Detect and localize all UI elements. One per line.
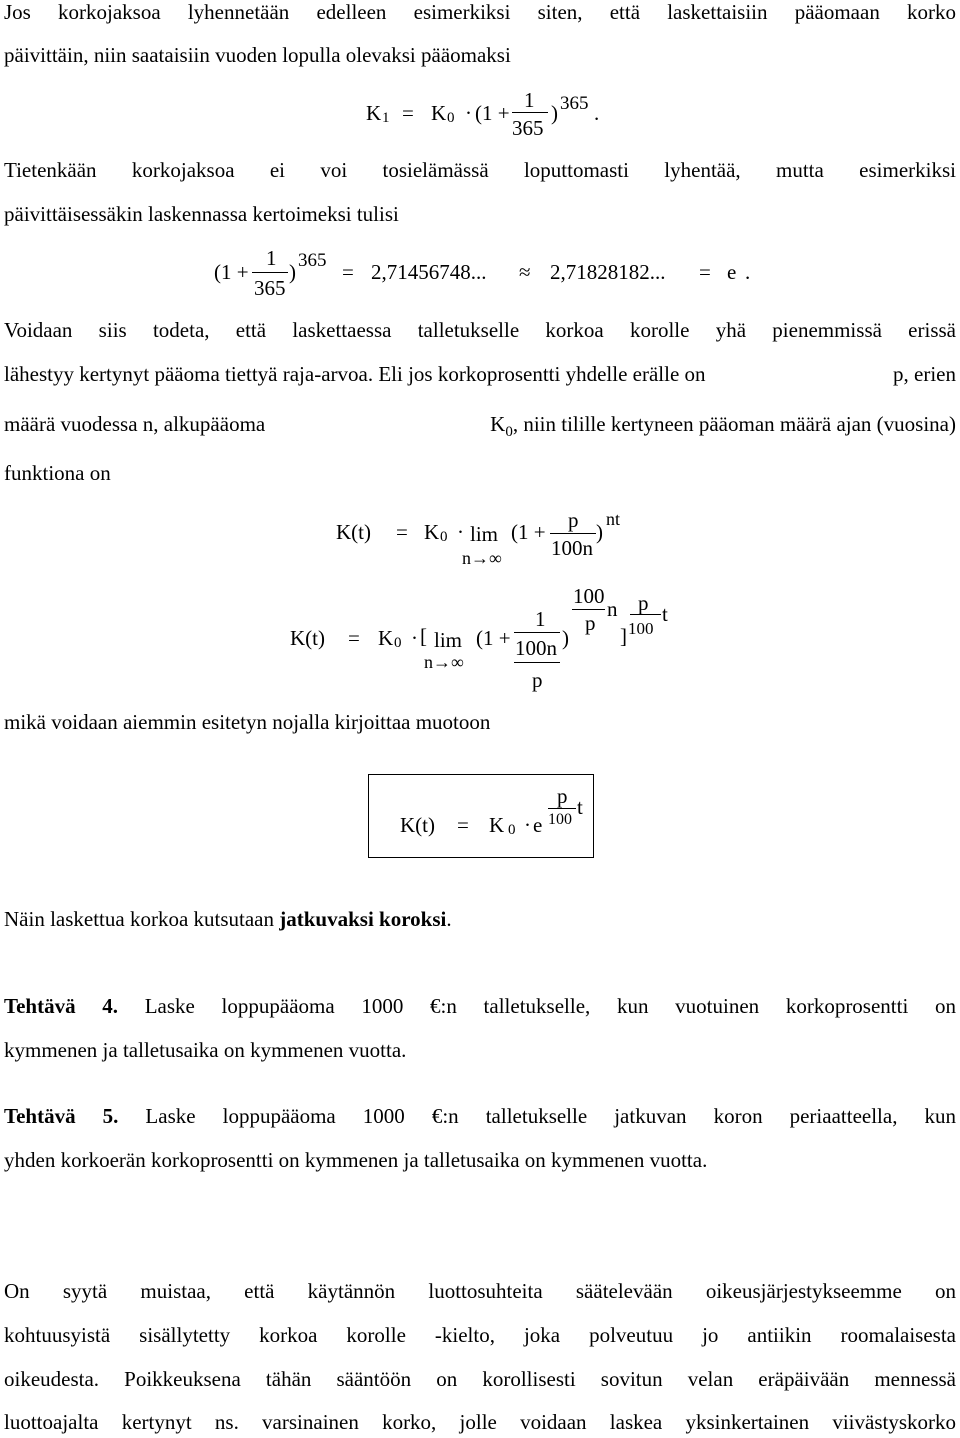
fraction-bar bbox=[512, 112, 548, 113]
eq-exponent: 365 bbox=[560, 93, 589, 114]
eq-symbol: ) bbox=[596, 520, 603, 544]
exponent-n: n bbox=[607, 597, 618, 621]
paragraph-line: Tietenkään korkojaksoa ei voi tosielämässä loputtomasti lyhentää, mutta esimerkiksi bbox=[4, 158, 956, 182]
fraction-denominator: 100n bbox=[515, 636, 557, 660]
eq-symbol: e bbox=[533, 813, 543, 837]
eq-limit: lim bbox=[434, 628, 463, 652]
fraction-numerator: 1 bbox=[535, 607, 546, 631]
exponent-denominator: 100 bbox=[628, 619, 654, 638]
eq-exponent: nt bbox=[606, 509, 621, 529]
text-span: Laske loppupääoma 1000 €:n talletukselle, kun vuotuinen korkoprosentti on bbox=[118, 994, 956, 1018]
task-label: Tehtävä 4. bbox=[4, 994, 119, 1018]
term-bold: jatkuvaksi koroksi bbox=[279, 907, 447, 931]
paragraph-line: päivittäisessäkin laskennassa kertoimeksi tulisi bbox=[4, 202, 399, 226]
text-span: Näin laskettua korkoa kutsutaan bbox=[4, 907, 280, 931]
paragraph-line bbox=[4, 909, 956, 930]
eq-symbol: e bbox=[727, 260, 737, 284]
eq-limit-under: n→∞ bbox=[424, 652, 464, 672]
exponent-numerator: p bbox=[638, 591, 649, 615]
eq-symbol: ≈ bbox=[519, 260, 531, 284]
eq-symbol: K bbox=[424, 520, 440, 544]
eq-symbol: . bbox=[594, 101, 600, 125]
text-span bbox=[4, 414, 265, 440]
eq-symbol: (1 + bbox=[214, 260, 249, 284]
eq-limit: lim bbox=[470, 522, 499, 546]
eq-symbol: K bbox=[366, 101, 382, 125]
eq-symbol: · bbox=[457, 520, 464, 544]
fraction-bar bbox=[548, 808, 576, 809]
paragraph-line: funktiona on bbox=[4, 461, 111, 485]
eq-subscript: 0 bbox=[394, 635, 402, 651]
paragraph-line: luottoajalta kertynyt ns. varsinainen korko, jolle voidaan laskea yksinkertainen viivästyskorko bbox=[4, 1410, 956, 1434]
fraction-denominator: 365 bbox=[254, 276, 286, 300]
paragraph-line bbox=[4, 364, 956, 385]
paragraph-line bbox=[4, 414, 956, 440]
fraction-bar bbox=[550, 533, 596, 534]
eq-limit-under: n→∞ bbox=[462, 548, 502, 568]
task-label: Tehtävä 5. bbox=[4, 1104, 119, 1128]
text-span bbox=[490, 414, 956, 440]
eq-symbol: K bbox=[431, 101, 447, 125]
fraction-bar bbox=[514, 662, 560, 663]
eq-symbol: K bbox=[378, 626, 394, 650]
eq-exponent: 365 bbox=[298, 250, 327, 271]
subscript: 0 bbox=[505, 424, 513, 441]
paragraph-line: Voidaan siis todeta, että laskettaessa talletukselle korkoa korolle yhä pienemmissä erissä bbox=[4, 318, 956, 342]
fraction-bar bbox=[514, 632, 560, 633]
exponent-numerator: p bbox=[557, 784, 568, 808]
text-span: lähestyy kertynyt pääoma tiettyä raja-arvoa. Eli jos korkoprosentti yhdelle erälle on bbox=[4, 362, 706, 386]
eq-symbol: K bbox=[489, 813, 505, 837]
task-4-line bbox=[4, 996, 956, 1017]
eq-symbol: = bbox=[699, 260, 711, 284]
fraction-denominator: p bbox=[532, 668, 543, 692]
exponent-denominator: 100 bbox=[548, 811, 572, 828]
eq-symbol: K(t) bbox=[336, 520, 371, 544]
eq-bracket: ] bbox=[620, 624, 627, 648]
eq-symbol: · bbox=[411, 626, 418, 650]
fraction-numerator: p bbox=[568, 508, 579, 532]
fraction-bar bbox=[252, 272, 288, 273]
variable: K bbox=[490, 412, 506, 436]
eq-subscript: 1 bbox=[382, 110, 390, 126]
fraction-numerator: 1 bbox=[266, 246, 277, 270]
fraction-bar bbox=[630, 614, 661, 615]
variable: n bbox=[142, 412, 154, 436]
eq-symbol: = bbox=[348, 626, 360, 650]
eq-symbol: = bbox=[396, 520, 408, 544]
paragraph-line: kohtuusyistä sisällytetty korkoa korolle -kielto, joka polveutuu jo antiikin roomalaisesta bbox=[4, 1323, 956, 1347]
eq-symbol: · bbox=[465, 101, 472, 125]
eq-subscript: 0 bbox=[447, 110, 455, 126]
text-span: , erien bbox=[903, 362, 956, 386]
fraction-numerator: 1 bbox=[524, 88, 535, 112]
paragraph-line: Jos korkojaksoa lyhennetään edelleen esimerkiksi siten, että laskettaisiin pääomaan korko bbox=[4, 0, 956, 24]
text-span bbox=[893, 364, 956, 385]
eq-value: 2,71456748... bbox=[371, 260, 487, 284]
eq-bracket: [ bbox=[420, 624, 427, 648]
paragraph-line: mikä voidaan aiemmin esitetyn nojalla kirjoittaa muotoon bbox=[4, 710, 491, 734]
eq-subscript: 0 bbox=[440, 529, 448, 545]
text-span: , alkupääoma bbox=[153, 412, 266, 436]
paragraph-line: On syytä muistaa, että käytännön luottosuhteita säätelevään oikeusjärjestykseemme on bbox=[4, 1279, 956, 1303]
fraction-denominator: 365 bbox=[512, 116, 544, 140]
eq-symbol: (1 + bbox=[476, 626, 511, 650]
text-span: Laske loppupääoma 1000 €:n talletukselle jatkuvan koron periaatteella, kun bbox=[118, 1104, 956, 1128]
eq-subscript: 0 bbox=[508, 822, 516, 838]
eq-value: 2,71828182... bbox=[550, 260, 666, 284]
task-4-line: kymmenen ja talletusaika on kymmenen vuotta. bbox=[4, 1038, 407, 1062]
eq-symbol: ) bbox=[551, 101, 558, 125]
task-5-line: yhden korkoerän korkoprosentti on kymmenen ja talletusaika on kymmenen vuotta. bbox=[4, 1148, 708, 1172]
exponent-t: t bbox=[577, 795, 583, 819]
text-span: , niin tilille kertyneen pääoman määrä ajan (vuosina) bbox=[512, 412, 956, 436]
paragraph-line: oikeudesta. Poikkeuksena tähän sääntöön on korollisesti sovitun velan eräpäivään mennessä bbox=[4, 1367, 956, 1391]
eq-symbol: = bbox=[342, 260, 354, 284]
paragraph-line: päivittäin, niin saataisiin vuoden lopulla olevaksi pääomaksi bbox=[4, 43, 511, 67]
exponent-denominator: p bbox=[585, 611, 596, 635]
eq-symbol: (1 + bbox=[475, 101, 510, 125]
fraction-denominator: 100n bbox=[551, 536, 593, 560]
exponent-numerator: 100 bbox=[573, 584, 605, 608]
eq-symbol: (1 + bbox=[511, 520, 546, 544]
eq-symbol: ) bbox=[562, 626, 569, 650]
eq-symbol: = bbox=[402, 101, 414, 125]
exponent-t: t bbox=[662, 602, 668, 626]
fraction-bar bbox=[572, 609, 605, 610]
text-span: määrä vuodessa bbox=[4, 412, 138, 436]
eq-symbol: = bbox=[457, 813, 469, 837]
task-5-line bbox=[4, 1106, 956, 1127]
variable: p bbox=[893, 362, 904, 386]
eq-symbol: K(t) bbox=[290, 626, 325, 650]
eq-symbol: K(t) bbox=[400, 813, 435, 837]
eq-symbol: · bbox=[524, 813, 531, 837]
text-span: . bbox=[446, 907, 452, 931]
eq-symbol: ) bbox=[289, 260, 296, 284]
eq-symbol: . bbox=[745, 260, 751, 284]
